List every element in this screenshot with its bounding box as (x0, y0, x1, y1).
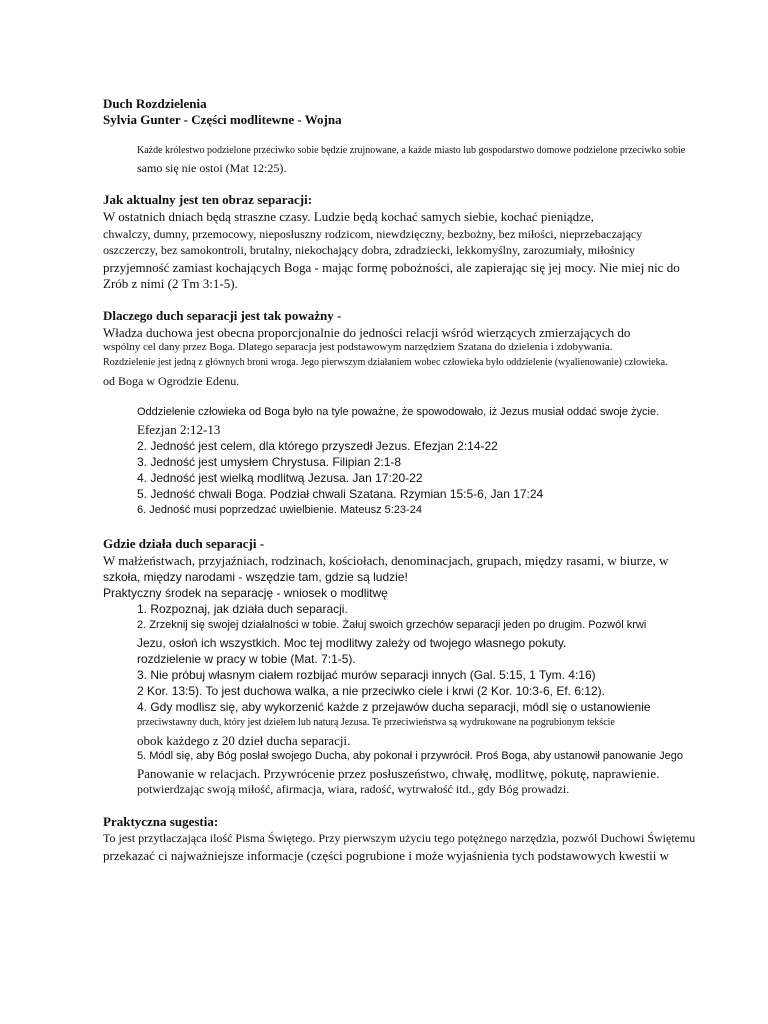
numbered-item: 2 Kor. 13:5). To jest duchowa walka, a nie przeciwko ciele i krwi (2 Kor. 10:3-6, Ef. 6:12). (137, 684, 606, 698)
section-heading: Praktyczna sugestia: (103, 814, 219, 829)
paragraph-line: W ostatnich dniach będą straszne czasy. Ludzie będą kochać samych siebie, kochać pieniądze, (103, 209, 594, 224)
paragraph-line: Zrób z nimi (2 Tm 3:1-5). (103, 276, 238, 291)
paragraph-line: oszczerczy, bez samokontroli, brutalny, niekochający dobra, zdradziecki, lekkomyślny, zarozumiały, miłośnicy (103, 243, 636, 257)
numbered-item: potwierdzając swoją miłość, afirmacja, wiara, radość, wytrwałość itd., gdy Bóg prowadzi. (137, 782, 570, 796)
paragraph-line: przyjemność zamiast kochających Boga - mając formę pobożności, ale zapierając się jej mocy. Nie miej nic do (103, 260, 680, 275)
document-title: Duch Rozdzielenia (103, 96, 207, 111)
numbered-item: 4. Gdy modlisz się, aby wykorzenić każde z przejawów ducha separacji, módl się o ustanowienie (137, 700, 651, 714)
numbered-item: 4. Jedność jest wielką modlitwą Jezusa. Jan 17:20-22 (137, 471, 423, 485)
paragraph-line: przekazać ci najważniejsze informacje (części pogrubione i może wyjaśnienia tych podstawowych kwestii w (103, 848, 669, 863)
numbered-item: 1. Rozpoznaj, jak działa duch separacji. (137, 602, 348, 616)
paragraph-line: wspólny cel dany przez Boga. Dlatego separacja jest podstawowym narzędziem Szatana do dzielenia i zdobywania. (103, 341, 613, 353)
numbered-item: 5. Jedność chwali Boga. Podział chwali Szatana. Rzymian 15:5-6, Jan 17:24 (137, 487, 544, 501)
paragraph-line: To jest przytłaczająca ilość Pisma Świętego. Przy pierwszym użyciu tego potężnego narzędzia, pozwól Duchowi Świętemu (103, 831, 696, 845)
paragraph-line: od Boga w Ogrodzie Edenu. (103, 374, 240, 388)
numbered-item: 2. Jedność jest celem, dla którego przyszedł Jezus. Efezjan 2:14-22 (137, 439, 498, 453)
numbered-item: przeciwstawny duch, który jest dziełem lub naturą Jezusa. Te przeciwieństwa są wydrukowane na pogrubionym tekście (137, 717, 615, 728)
numbered-item: 3. Nie próbuj własnym ciałem rozbijać murów separacji innych (Gal. 5:15, 1 Tym. 4:16) (137, 668, 596, 682)
numbered-item: 6. Jedność musi poprzedzać uwielbienie. Mateusz 5:23-24 (137, 504, 422, 516)
document-subtitle: Sylvia Gunter - Części modlitewne - Wojna (103, 112, 342, 127)
numbered-item: 5. Módl się, aby Bóg posłał swojego Ducha, aby pokonał i przywrócił. Proś Boga, aby ustanowił panowanie Jego (137, 750, 684, 762)
numbered-item: rozdzielenie w pracy w tobie (Mat. 7:1-5). (137, 652, 356, 666)
section-heading: Dlaczego duch separacji jest tak poważny - (103, 308, 342, 323)
intro-quote-line: samo się nie ostoi (Mat 12:25). (137, 161, 287, 175)
intro-quote-line: Każde królestwo podzielone przeciwko sobie będzie zrujnowane, a każde miasto lub gospodarstwo domowe podzielone przeciwko sobie (137, 145, 686, 156)
section-heading: Gdzie działa duch separacji - (103, 536, 265, 551)
paragraph-line: Władza duchowa jest obecna proporcjonalnie do jedności relacji wśród wierzących zmierzających do (103, 325, 631, 340)
paragraph-line: W małżeństwach, przyjaźniach, rodzinach, kościołach, denominacjach, grupach, między rasami, w biurze, w (103, 553, 669, 568)
indented-line: Efezjan 2:12-13 (137, 422, 221, 437)
paragraph-line: Praktyczny środek na separację - wniosek o modlitwę (103, 586, 388, 600)
paragraph-line: Rozdzielenie jest jedną z głównych broni wroga. Jego pierwszym działaniem wobec człowieka było oddzielenie (wyalienowanie) człowieka. (103, 357, 668, 368)
section-heading: Jak aktualny jest ten obraz separacji: (103, 192, 313, 207)
paragraph-line: szkoła, między narodami - wszędzie tam, gdzie są ludzie! (103, 570, 408, 584)
numbered-item: 2. Zrzeknij się swojej działalności w tobie. Żałuj swoich grzechów separacji jeden po drugim. Pozwól krwi (137, 619, 647, 631)
numbered-item: obok każdego z 20 dzieł ducha separacji. (137, 733, 351, 748)
numbered-item: Jezu, osłoń ich wszystkich. Moc tej modlitwy zależy od twojego własnego pokuty. (137, 636, 567, 650)
paragraph-line: chwalczy, dumny, przemocowy, nieposłuszny rodzicom, niewdzięczny, bezbożny, bez miłości, nieprzebaczający (103, 227, 643, 241)
numbered-item: Panowanie w relacjach. Przywrócenie przez posłuszeństwo, chwałę, modlitwę, pokutę, naprawienie. (137, 766, 660, 781)
indented-line: Oddzielenie człowieka od Boga było na tyle poważne, że spowodowało, iż Jezus musiał oddać swoje życie. (137, 406, 660, 418)
numbered-item: 3. Jedność jest umysłem Chrystusa. Filipian 2:1-8 (137, 455, 402, 469)
